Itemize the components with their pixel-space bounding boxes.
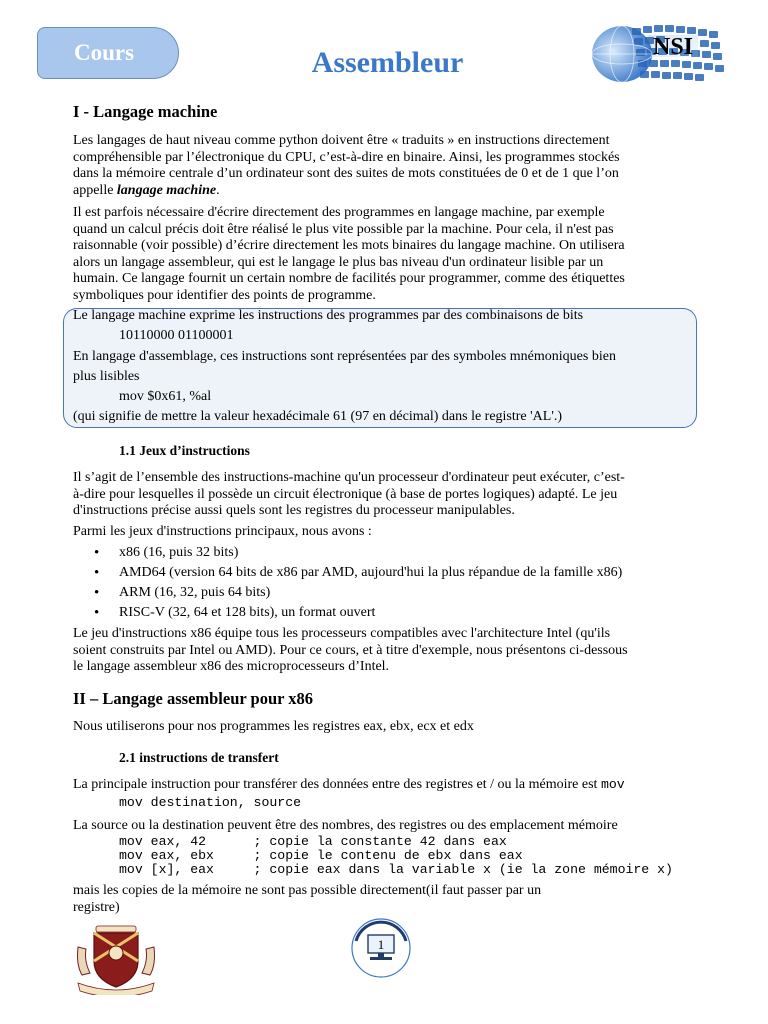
- cours-badge: [37, 27, 179, 79]
- section1-paragraph-2: [73, 205, 713, 304]
- code-line: mov eax, ebx ; copie le contenu de ebx dans eax: [119, 848, 523, 863]
- text-line: symboliques pour identifier des points de programme.: [73, 287, 376, 303]
- text-line: mais les copies de la mémoire ne sont pas possible directement(il faut passer par un: [73, 883, 542, 898]
- list-item: • x86 (16, puis 32 bits): [94, 544, 622, 564]
- text-line: soient construits par Intel ou AMD). Pour ce cours, et à titre d'exemple, nous présentons ci-dessous: [73, 642, 628, 658]
- page-number: 1: [377, 937, 385, 952]
- code-block: [119, 835, 673, 877]
- section2-paragraph-1: Nous utiliserons pour nos programmes les registres eax, ebx, ecx et edx: [73, 719, 474, 734]
- instruction-set-list: [94, 544, 622, 624]
- box-line: plus lisibles: [73, 369, 140, 384]
- box-line: En langage d'assemblage, ces instructions sont représentées par des symboles mnémoniques bien: [73, 349, 616, 364]
- section-heading-1: I - Langage machine: [73, 102, 218, 121]
- subsection11-paragraph-3: [73, 626, 713, 676]
- page-title: Assembleur: [311, 46, 464, 79]
- text-line: Il est parfois nécessaire d'écrire directement des programmes en langage machine, par exemple: [73, 205, 605, 220]
- monitor-icon: [350, 917, 412, 979]
- text-span: appelle: [73, 182, 117, 198]
- box-line: (qui signifie de mettre la valeur hexadécimale 61 (97 en décimal) dans le registre 'AL'.): [73, 409, 563, 424]
- subsection21-paragraph-2: La source ou la destination peuvent être des nombres, des registres ou des emplacement mémoire: [73, 818, 618, 833]
- subsection-heading-1-1: 1.1 Jeux d’instructions: [119, 443, 250, 458]
- text-line: le langage assembleur x86 des microprocesseurs d’Intel.: [73, 659, 390, 674]
- text-line: à-dire pour lesquelles il possède un circuit électronique (à base de portes logiques) adapté. Le jeu: [73, 486, 618, 502]
- keyboard-globe-logo-icon: [592, 22, 730, 84]
- list-item: • RISC-V (32, 64 et 128 bits), un format ouvert: [94, 604, 622, 624]
- emphasis-term: langage machine: [116, 182, 217, 198]
- code-line: mov destination, source: [119, 795, 302, 810]
- text-line: d'instructions précise aussi quels sont les registres du processeur manipulables.: [73, 503, 515, 518]
- section-heading-2: II – Langage assembleur pour x86: [73, 689, 314, 708]
- text-line: Le jeu d'instructions x86 équipe tous les processeurs compatibles avec l'architecture Intel (qu'ils: [73, 626, 611, 641]
- text-line: registre): [73, 899, 120, 915]
- subsection11-paragraph-1: [73, 470, 713, 520]
- list-item: • AMD64 (version 64 bits de x86 par AMD, aujourd'hui la plus répandue de la famille x86): [94, 564, 622, 584]
- box-binary-example: 10110000 01100001: [119, 328, 234, 343]
- text-line: dans la mémoire centrale d’un ordinateur sont des suites de mots constituées de 0 et de 1 que l’on: [73, 166, 619, 181]
- subsection-heading-2-1: 2.1 instructions de transfert: [119, 750, 279, 765]
- subsection11-paragraph-2: Parmi les jeux d'instructions principaux, nous avons :: [73, 524, 372, 539]
- section1-paragraph-1: [73, 133, 713, 199]
- text-line: compréhensible par l’électronique du CPU, c’est-à-dire en binaire. Ainsi, les programmes stockés: [73, 149, 620, 165]
- cours-badge-label: Cours: [73, 39, 135, 65]
- code-line: mov [x], eax ; copie eax dans la variable x (ie la zone mémoire x): [119, 862, 673, 877]
- school-crest-emblem-icon: [74, 925, 158, 995]
- inline-code: mov: [600, 777, 625, 792]
- text-line: humain. Ce langage fournit un certain nombre de facilités pour programmer, comme des étiquettes: [73, 271, 625, 286]
- text-line: alors un langage assembleur, qui est le langage le plus bas niveau d'un ordinateur lisible par un: [73, 254, 604, 270]
- text-line: [73, 183, 713, 200]
- text-span: .: [216, 182, 220, 198]
- subsection21-paragraph-1: [73, 777, 625, 794]
- code-line: mov eax, 42 ; copie la constante 42 dans eax: [119, 834, 507, 849]
- text-line: quand un calcul précis doit être réalisé le plus vite possible par la machine. Pour cela, il n'est pas: [73, 221, 614, 237]
- text-line: Les langages de haut niveau comme python doivent être « traduits » en instructions directement: [73, 133, 610, 148]
- subsection21-paragraph-3: [73, 883, 713, 916]
- box-line: Le langage machine exprime les instructions des programmes par des combinaisons de bits: [73, 308, 584, 323]
- text-line: Il s’agit de l’ensemble des instructions-machine qu'un processeur d'ordinateur peut exécuter, c’est-: [73, 470, 625, 485]
- text-line: raisonnable (voir possible) d’écrire directement les mots binaires du langage machine. On utilisera: [73, 238, 625, 253]
- logo-text: NSI: [652, 34, 694, 60]
- list-item: • ARM (16, 32, puis 64 bits): [94, 584, 622, 604]
- box-asm-example: mov $0x61, %al: [119, 389, 212, 404]
- text-span: La principale instruction pour transférer des données entre des registres et / ou la mémoire est: [73, 777, 601, 792]
